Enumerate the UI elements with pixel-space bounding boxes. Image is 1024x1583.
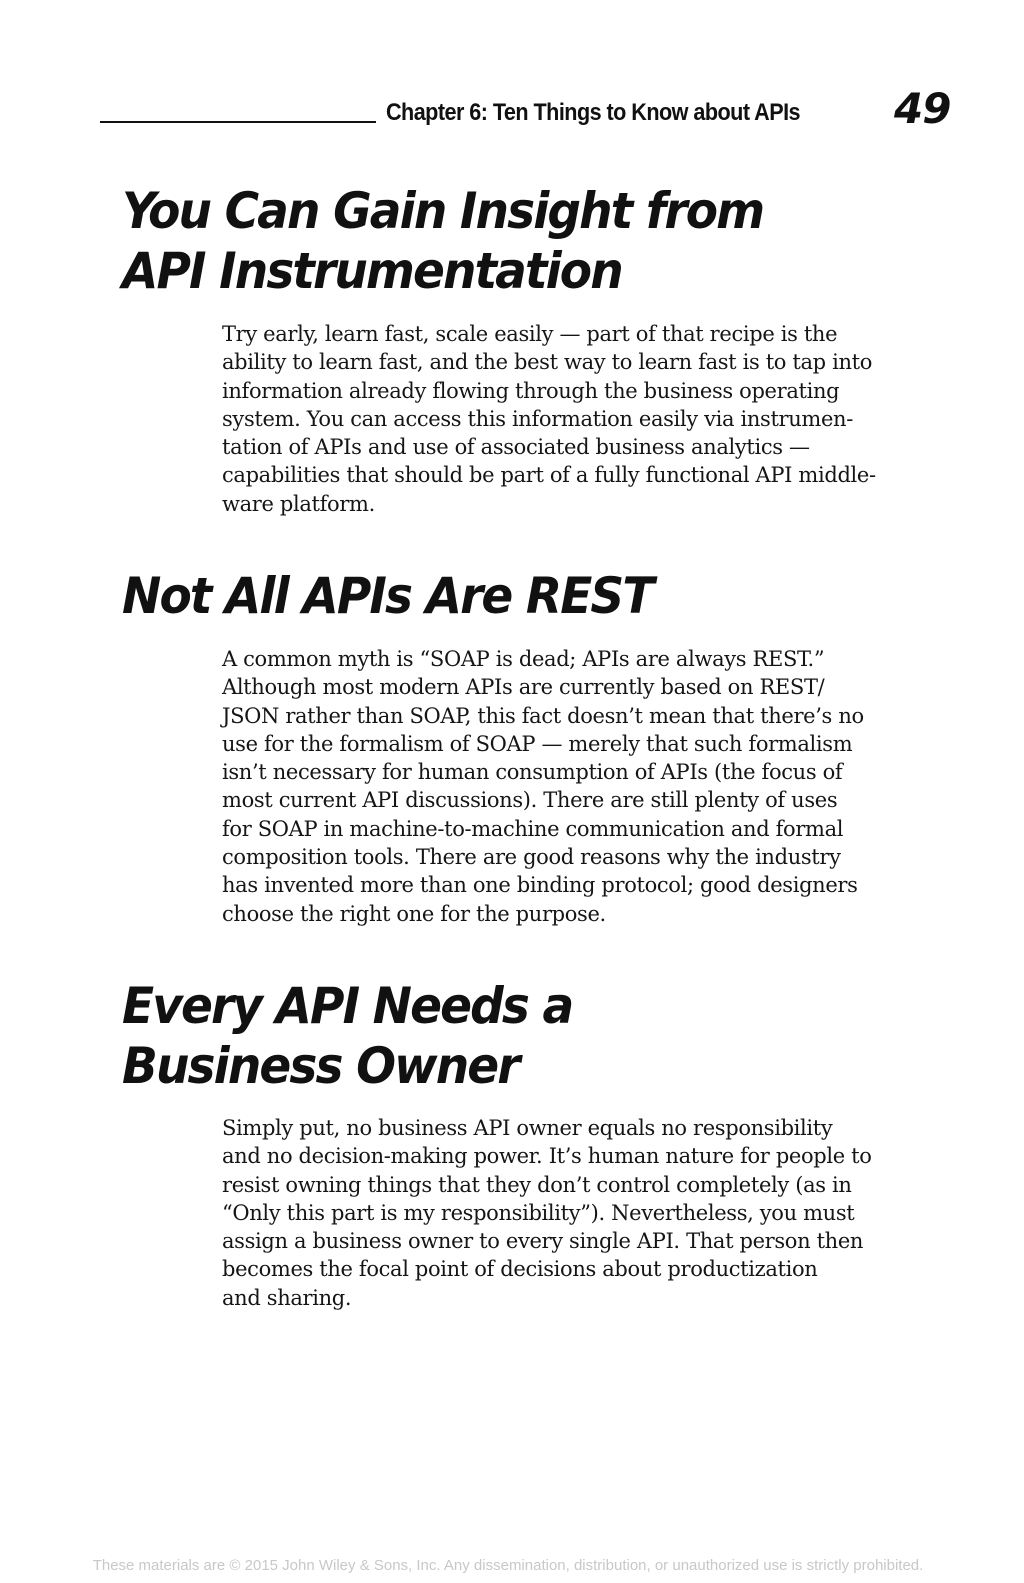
body-line: system. You can access this information easily via instrumen- [222,406,853,431]
body-line: “Only this part is my responsibility”). Nevertheless, you must [222,1200,855,1225]
heading-line: You Can Gain Insight from [122,182,764,240]
body-line: composition tools. There are good reasons why the industry [222,845,841,870]
heading-line: Business Owner [122,1037,519,1095]
page-number: 49 [894,84,951,133]
body-line: Simply put, no business API owner equals no responsibility [222,1116,833,1140]
body-line: for SOAP in machine-to-machine communication and formal [222,816,844,841]
body-line: and sharing. [222,1285,352,1310]
section-body-business-owner [222,1114,922,1312]
heading-line: Not All APIs Are REST [122,567,653,625]
body-line: assign a business owner to every single API. That person then [222,1229,864,1254]
body-line: resist owning things that they don’t control completely (as in [222,1172,852,1197]
body-line: ware platform. [222,491,375,516]
body-line: Try early, learn fast, scale easily — part of that recipe is the [222,322,838,346]
copyright-notice: These materials are © 2015 John Wiley & Sons, Inc. Any dissemination, distribution, or unauthorized use is strictly prohibited. [92,1557,924,1574]
body-line: A common myth is “SOAP is dead; APIs are always REST.” [222,647,825,671]
heading-line: API Instrumentation [122,242,622,300]
running-head: Chapter 6: Ten Things to Know about APIs [386,99,800,126]
body-line: becomes the focal point of decisions about productization [222,1257,818,1282]
body-line: isn’t necessary for human consumption of APIs (the focus of [222,760,843,785]
body-line: choose the right one for the purpose. [222,901,606,926]
body-line: use for the formalism of SOAP — merely that such formalism [222,731,853,756]
body-line: capabilities that should be part of a fully functional API middle- [222,463,876,488]
body-line: ability to learn fast, and the best way to learn fast is to tap into [222,350,873,375]
section-heading-api-instrumentation [122,181,763,301]
section-heading-not-all-apis-rest [122,566,653,626]
body-line: tation of APIs and use of associated business analytics — [222,435,810,460]
body-line: JSON rather than SOAP, this fact doesn’t mean that there’s no [222,703,864,728]
section-heading-business-owner [122,976,572,1096]
section-body-not-all-apis-rest [222,645,922,928]
body-line: and no decision-making power. It’s human nature for people to [222,1144,872,1169]
heading-line: Every API Needs a [122,977,573,1035]
body-line: most current API discussions). There are still plenty of uses [222,788,838,813]
body-line: has invented more than one binding protocol; good designers [222,873,858,898]
header-rule [100,121,376,123]
section-body-api-instrumentation [222,320,922,518]
body-line: Although most modern APIs are currently based on REST/ [222,675,825,700]
body-line: information already flowing through the business operating [222,378,840,403]
